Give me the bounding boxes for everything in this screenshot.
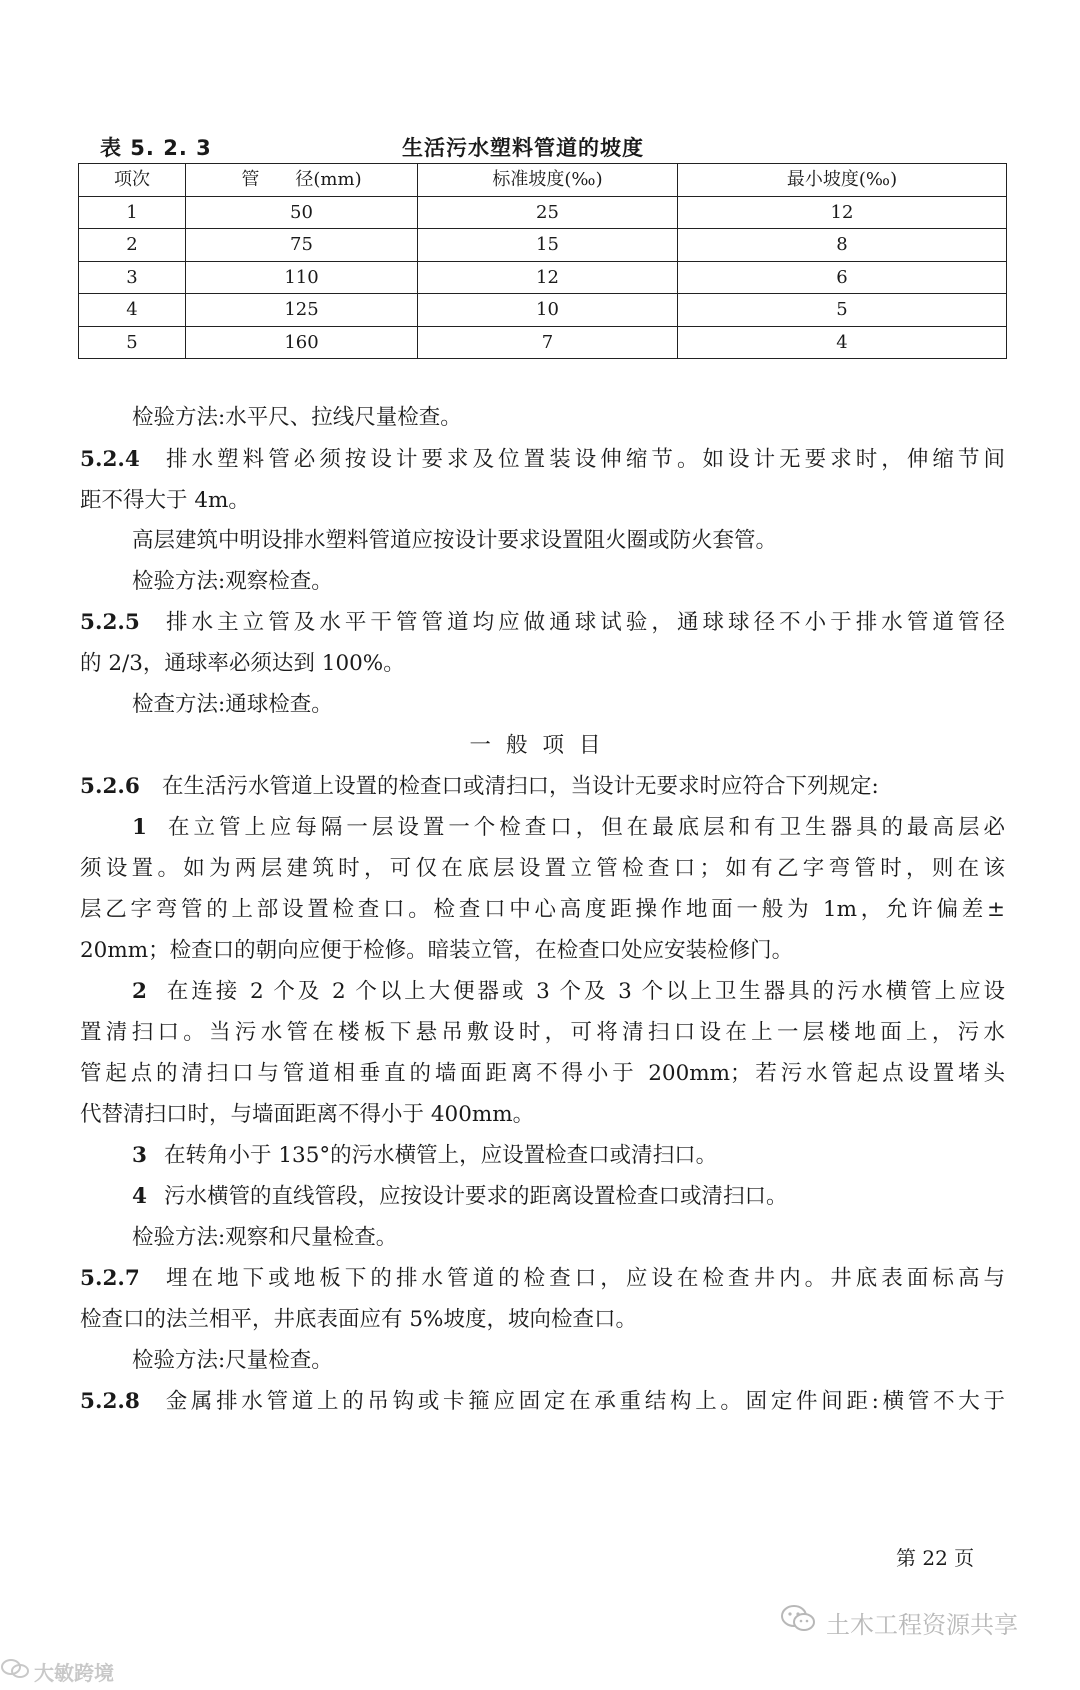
item-text: 在连接 2 个及 2 个以上大便器或 3 个及 3 个以上卫生器具的污水横管上应设 bbox=[164, 979, 1005, 1004]
clause-number: 5.2.6 bbox=[80, 774, 140, 799]
item-continuation: 代替清扫口时，与墙面距离不得小于 400mm。 bbox=[80, 1102, 535, 1127]
table-cell: 1 bbox=[79, 196, 186, 229]
table-cell: 4 bbox=[79, 294, 186, 327]
table-cell: 25 bbox=[418, 196, 678, 229]
clause-continuation: 的 2/3，通球率必须达到 100%。 bbox=[80, 651, 405, 676]
table-cell: 7 bbox=[418, 326, 678, 359]
clause-text: 金属排水管道上的吊钩或卡箍应固定在承重结构上。固定件间距:横管不大于 bbox=[162, 1389, 1005, 1414]
table-caption bbox=[100, 132, 1010, 162]
slope-table bbox=[78, 163, 1007, 359]
item-continuation: 管起点的清扫口与管道相垂直的墙面距离不得小于 200mm；若污水管起点设置堵头 bbox=[80, 1061, 1005, 1086]
table-cell: 50 bbox=[186, 196, 418, 229]
table-header-cell: 标准坡度(‰) bbox=[418, 164, 678, 197]
item-text: 污水横管的直线管段，应按设计要求的距离设置检查口或清扫口。 bbox=[164, 1184, 788, 1209]
clause-text: 埋在地下或地板下的排水管道的检查口，应设在检查井内。井底表面标高与 bbox=[162, 1266, 1005, 1291]
clause-5-2-4 bbox=[80, 440, 1005, 480]
watermark-left-text: 大敏跨境 bbox=[34, 1660, 114, 1685]
table-cell: 160 bbox=[186, 326, 418, 359]
section-heading bbox=[80, 726, 1005, 766]
table-cell: 8 bbox=[678, 229, 1007, 262]
watermark-left bbox=[0, 1656, 114, 1686]
table-cell: 2 bbox=[79, 229, 186, 262]
table-cell: 125 bbox=[186, 294, 418, 327]
page-number: 第 22 页 bbox=[896, 1546, 975, 1570]
item-4 bbox=[132, 1177, 1005, 1217]
item-2 bbox=[132, 972, 1005, 1012]
table-row bbox=[79, 261, 1007, 294]
item-text: 在转角小于 135°的污水横管上，应设置检查口或清扫口。 bbox=[164, 1143, 718, 1168]
table-cell: 12 bbox=[678, 196, 1007, 229]
table-row bbox=[79, 294, 1007, 327]
item-continuation: 20mm；检查口的朝向应便于检修。暗装立管，在检查口处应安装检修门。 bbox=[80, 938, 794, 963]
wechat-icon bbox=[780, 1604, 816, 1640]
clause-number: 5.2.5 bbox=[80, 610, 140, 635]
clause-5-2-7 bbox=[80, 1259, 1005, 1299]
table-cell: 15 bbox=[418, 229, 678, 262]
method-line: 检验方法:水平尺、拉线尺量检查。 bbox=[132, 405, 462, 430]
table-cell: 10 bbox=[418, 294, 678, 327]
table-row bbox=[79, 229, 1007, 262]
item-number: 4 bbox=[132, 1184, 147, 1209]
watermark-right-text: 土木工程资源共享 bbox=[826, 1610, 1018, 1639]
table-cell: 110 bbox=[186, 261, 418, 294]
item-number: 3 bbox=[132, 1143, 147, 1168]
item-text: 在立管上应每隔一层设置一个检查口，但在最底层和有卫生器具的最高层必 bbox=[164, 815, 1005, 840]
clause-number: 5.2.7 bbox=[80, 1266, 140, 1291]
item-continuation: 层乙字弯管的上部设置检查口。检查口中心高度距操作地面一般为 1m，允许偏差± bbox=[80, 897, 1005, 922]
clause-5-2-8 bbox=[80, 1382, 1005, 1422]
table-cell: 75 bbox=[186, 229, 418, 262]
table-cell: 12 bbox=[418, 261, 678, 294]
table-cell: 6 bbox=[678, 261, 1007, 294]
clause-5-2-6 bbox=[80, 767, 1005, 807]
table-header-cell: 项次 bbox=[79, 164, 186, 197]
chat-bubble-icon bbox=[0, 1657, 30, 1686]
item-number: 1 bbox=[132, 815, 147, 840]
clause-number: 5.2.8 bbox=[80, 1389, 140, 1414]
table-header-cell: 管 径(mm) bbox=[186, 164, 418, 197]
watermark-right bbox=[780, 1598, 1018, 1646]
method-line: 检查方法:通球检查。 bbox=[132, 692, 333, 717]
table-header-row bbox=[79, 164, 1007, 197]
table-cell: 4 bbox=[678, 326, 1007, 359]
clause-text: 在生活污水管道上设置的检查口或清扫口，当设计无要求时应符合下列规定: bbox=[162, 774, 879, 799]
clause-5-2-5 bbox=[80, 603, 1005, 643]
table-cell: 5 bbox=[79, 326, 186, 359]
clause-continuation: 检查口的法兰相平，井底表面应有 5%坡度，坡向检查口。 bbox=[80, 1307, 637, 1332]
table-cell: 3 bbox=[79, 261, 186, 294]
clause-continuation: 距不得大于 4m。 bbox=[80, 488, 250, 513]
clause-text: 排水塑料管必须按设计要求及位置装设伸缩节。如设计无要求时，伸缩节间 bbox=[162, 447, 1005, 472]
table-row bbox=[79, 196, 1007, 229]
paragraph-line: 高层建筑中明设排水塑料管道应按设计要求设置阻火圈或防火套管。 bbox=[132, 528, 778, 553]
clause-number: 5.2.4 bbox=[80, 447, 140, 472]
table-number: 表 5. 2. 3 bbox=[100, 136, 212, 160]
table-header-cell: 最小坡度(‰) bbox=[678, 164, 1007, 197]
method-line: 检验方法:观察和尺量检查。 bbox=[132, 1225, 398, 1250]
item-3 bbox=[132, 1136, 1005, 1176]
table-row bbox=[79, 326, 1007, 359]
section-heading-text: 一般项目 bbox=[469, 733, 616, 758]
item-continuation: 须设置。如为两层建筑时，可仅在底层设置立管检查口；如有乙字弯管时，则在该 bbox=[80, 856, 1005, 881]
table-cell: 5 bbox=[678, 294, 1007, 327]
method-line: 检验方法:观察检查。 bbox=[132, 569, 333, 594]
item-number: 2 bbox=[132, 979, 147, 1004]
item-1 bbox=[132, 808, 1005, 848]
table-title: 生活污水塑料管道的坡度 bbox=[402, 136, 644, 160]
item-continuation: 置清扫口。当污水管在楼板下悬吊敷设时，可将清扫口设在上一层楼地面上，污水 bbox=[80, 1020, 1005, 1045]
clause-text: 排水主立管及水平干管管道均应做通球试验，通球球径不小于排水管道管径 bbox=[162, 610, 1005, 635]
method-line: 检验方法:尺量检查。 bbox=[132, 1348, 333, 1373]
